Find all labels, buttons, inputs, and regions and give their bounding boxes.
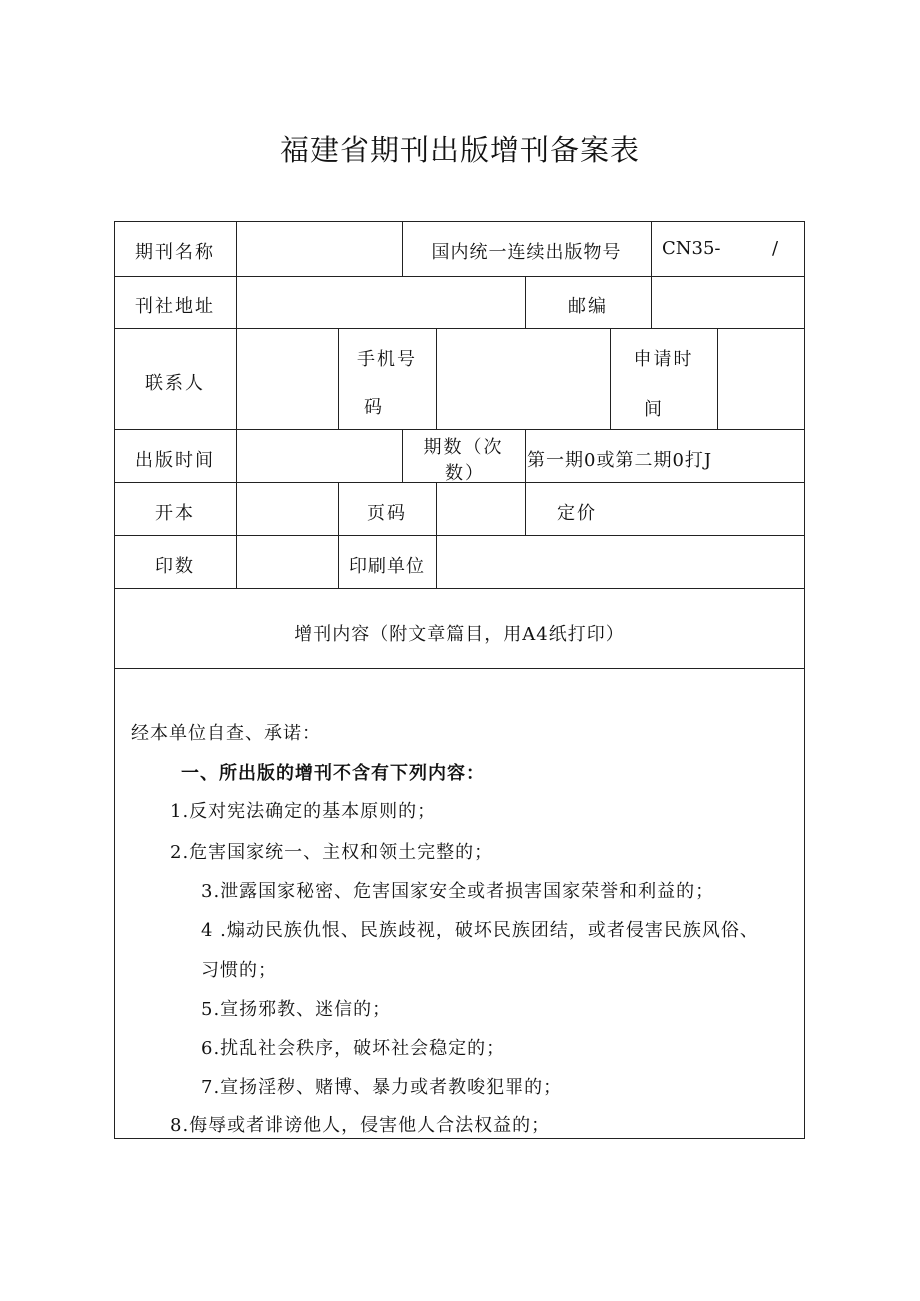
postcode-label: 邮编 [568,296,608,317]
address-field[interactable] [237,276,525,328]
price-field[interactable] [610,482,804,535]
publish-time-label: 出版时间 [135,450,215,471]
apply-time-label-line1: 申请时 [633,349,694,370]
printer-field[interactable] [437,535,804,588]
issues-label-line1: 期数（次 [423,437,504,458]
row-divider [114,588,805,589]
table-border-top [114,221,805,222]
commitment-intro: 经本单位自查、承诺： [131,723,321,744]
commitment-item: 7.宣扬淫秽、赌博、暴力或者教唆犯罪的； [201,1077,563,1098]
postcode-field[interactable] [652,276,804,328]
contact-label: 联系人 [145,373,205,394]
table-border-left [114,221,115,1139]
row-divider [114,668,805,669]
publish-time-field[interactable] [237,429,402,482]
cn-number-label: 国内统一连续出版物号 [431,242,622,263]
format-field[interactable] [237,482,338,535]
page-title: 福建省期刊出版增刊备案表 [279,133,640,167]
issues-value: 第一期0或第二期0打J [527,450,713,471]
row-divider [114,429,805,430]
mobile-field[interactable] [437,328,610,429]
cn-number-slash: / [772,238,781,259]
col-divider [651,221,652,276]
cn-number-value: CN35- [662,238,721,259]
col-divider [338,328,339,429]
commitment-item: 4 .煽动民族仇恨、民族歧视，破坏民族团结，或者侵害民族风俗、 [201,920,759,941]
commitment-item: 6.扰乱社会秩序，破坏社会稳定的； [201,1038,506,1059]
commitment-item: 2.危害国家统一、主权和领土完整的； [170,842,494,863]
commitment-item: 3.泄露国家秘密、危害国家安全或者损害国家荣誉和利益的； [201,881,715,902]
commitment-heading: 一、所出版的增刊不含有下列内容： [181,763,485,784]
mobile-label-line1: 手机号 [357,349,417,370]
table-border-right [804,221,805,1139]
print-count-field[interactable] [237,535,338,588]
pages-field[interactable] [437,482,525,535]
table-border-bottom [114,1138,805,1139]
commitment-item: 1.反对宪法确定的基本原则的； [170,801,437,822]
price-label: 定价 [557,503,597,524]
address-label: 刊社地址 [135,296,215,317]
commitment-item: 习惯的； [201,960,277,981]
content-label: 增刊内容（附文章篇目，用A4纸打印） [294,624,625,645]
print-count-label: 印数 [155,556,195,577]
apply-time-field[interactable] [718,328,804,429]
mobile-label-line2: 码 [364,397,384,418]
issues-label-line2: 数） [445,463,485,484]
journal-name-label: 期刊名称 [135,242,215,263]
pages-label: 页码 [367,503,407,524]
col-divider [610,328,611,429]
commitment-item: 8.侮辱或者诽谤他人，侵害他人合法权益的； [170,1115,551,1136]
commitment-item: 5.宣扬邪教、迷信的； [201,999,392,1020]
journal-name-field[interactable] [237,221,402,276]
format-label: 开本 [155,503,195,524]
col-divider [525,482,526,535]
apply-time-label-line2: 间 [644,399,664,420]
printer-label: 印刷单位 [349,556,425,577]
contact-field[interactable] [237,328,338,429]
col-divider [525,429,526,482]
